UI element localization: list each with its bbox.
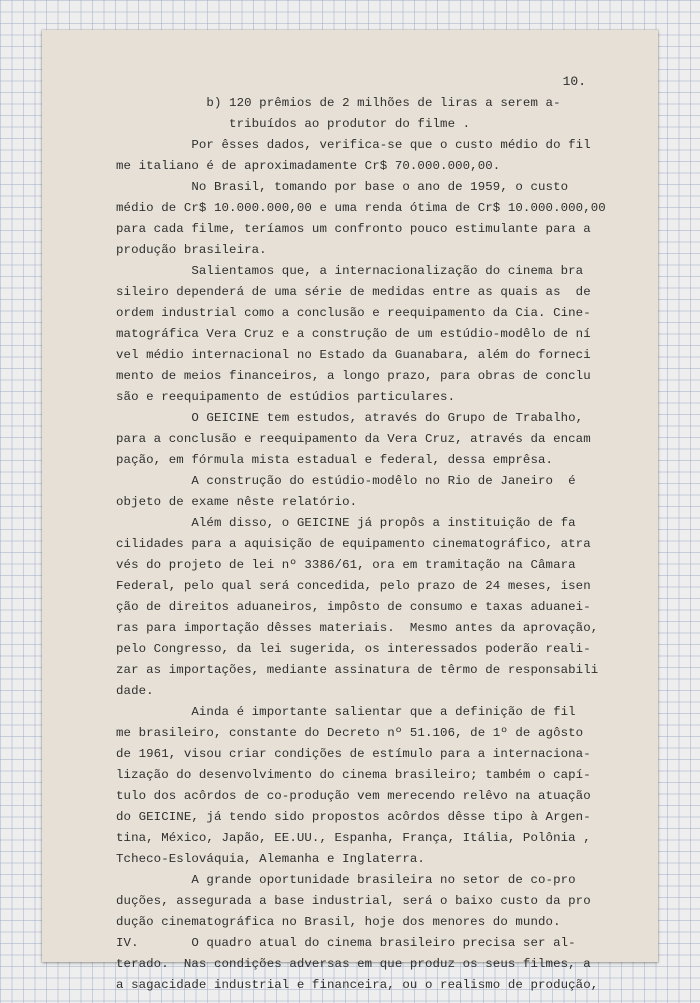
text-line: produção brasileira.: [116, 243, 267, 257]
document-page: [42, 30, 658, 992]
text-line: Tcheco-Eslováquia, Alemanha e Inglaterra.: [116, 852, 425, 866]
page-number: 10.: [562, 74, 586, 89]
text-line: são e reequipamento de estúdios particulares.: [116, 390, 456, 404]
text-line: sileiro dependerá de uma série de medidas entre as quais as de: [116, 285, 591, 299]
text-line: A grande oportunidade brasileira no setor de co-pro: [116, 873, 576, 887]
text-line: No Brasil, tomando por base o ano de 1959, o custo: [116, 180, 569, 194]
text-line: O GEICINE tem estudos, através do Grupo de Trabalho,: [116, 411, 584, 425]
text-line: a sagacidade industrial e financeira, ou o realismo de produção,: [116, 978, 599, 992]
text-line: terado. Nas condições adversas em que produz os seus filmes, a: [116, 957, 591, 971]
text-line: IV. O quadro atual do cinema brasileiro precisa ser al-: [116, 936, 576, 950]
text-line: vel médio internacional no Estado da Guanabara, além do forneci: [116, 348, 591, 362]
text-line: me brasileiro, constante do Decreto nº 51.106, de 1º de agôsto: [116, 726, 584, 740]
text-line: lização do desenvolvimento do cinema brasileiro; também o capí-: [116, 768, 591, 782]
text-line: de 1961, visou criar condições de estímulo para a internaciona-: [116, 747, 591, 761]
text-line: matográfica Vera Cruz e a construção de um estúdio-modêlo de ní: [116, 327, 591, 341]
text-line: duções, assegurada a base industrial, será o baixo custo da pro: [116, 894, 591, 908]
text-line: médio de Cr$ 10.000.000,00 e uma renda ótima de Cr$ 10.000.000,00: [116, 201, 606, 215]
text-line: pação, em fórmula mista estadual e federal, dessa emprêsa.: [116, 453, 554, 467]
text-line: cilidades para a aquisição de equipamento cinematográfico, atra: [116, 537, 591, 551]
text-line: ras para importação dêsses materiais. Mesmo antes da aprovação,: [116, 621, 599, 635]
text-line: ordem industrial como a conclusão e reequipamento da Cia. Cine-: [116, 306, 591, 320]
text-line: Federal, pelo qual será concedida, pelo prazo de 24 meses, isen: [116, 579, 591, 593]
text-line: vés do projeto de lei nº 3386/61, ora em tramitação na Câmara: [116, 558, 576, 572]
text-line: para a conclusão e reequipamento da Vera Cruz, através da encam: [116, 432, 591, 446]
text-line: dução cinematográfica no Brasil, hoje dos menores do mundo.: [116, 915, 561, 929]
text-line: b) 120 prêmios de 2 milhões de liras a serem a-: [116, 96, 561, 110]
text-line: ção de direitos aduaneiros, impôsto de consumo e taxas aduanei-: [116, 600, 591, 614]
text-line: tina, México, Japão, EE.UU., Espanha, França, Itália, Polônia ,: [116, 831, 591, 845]
text-line: tulo dos acôrdos de co-produção vem merecendo relêvo na atuação: [116, 789, 591, 803]
text-line: Ainda é importante salientar que a definição de fil: [116, 705, 576, 719]
text-line: Por êsses dados, verifica-se que o custo médio do fil: [116, 138, 591, 152]
text-line: me italiano é de aproximadamente Cr$ 70.000.000,00.: [116, 159, 501, 173]
text-line: pelo Congresso, da lei sugerida, os interessados poderão reali-: [116, 642, 591, 656]
text-line: zar as importações, mediante assinatura de têrmo de responsabili: [116, 663, 599, 677]
text-line: para cada filme, teríamos um confronto pouco estimulante para a: [116, 222, 591, 236]
text-line: do GEICINE, já tendo sido propostos acôrdos dêsse tipo à Argen-: [116, 810, 591, 824]
text-line: tribuídos ao produtor do filme .: [116, 117, 471, 131]
text-line: A construção do estúdio-modêlo no Rio de Janeiro é: [116, 474, 576, 488]
text-line: Além disso, o GEICINE já propôs a instituição de fa: [116, 516, 576, 530]
text-line: dade.: [116, 684, 154, 698]
text-line: objeto de exame nêste relatório.: [116, 495, 358, 509]
text-line: mento de meios financeiros, a longo prazo, para obras de conclu: [116, 369, 591, 383]
text-line: Salientamos que, a internacionalização do cinema bra: [116, 264, 584, 278]
